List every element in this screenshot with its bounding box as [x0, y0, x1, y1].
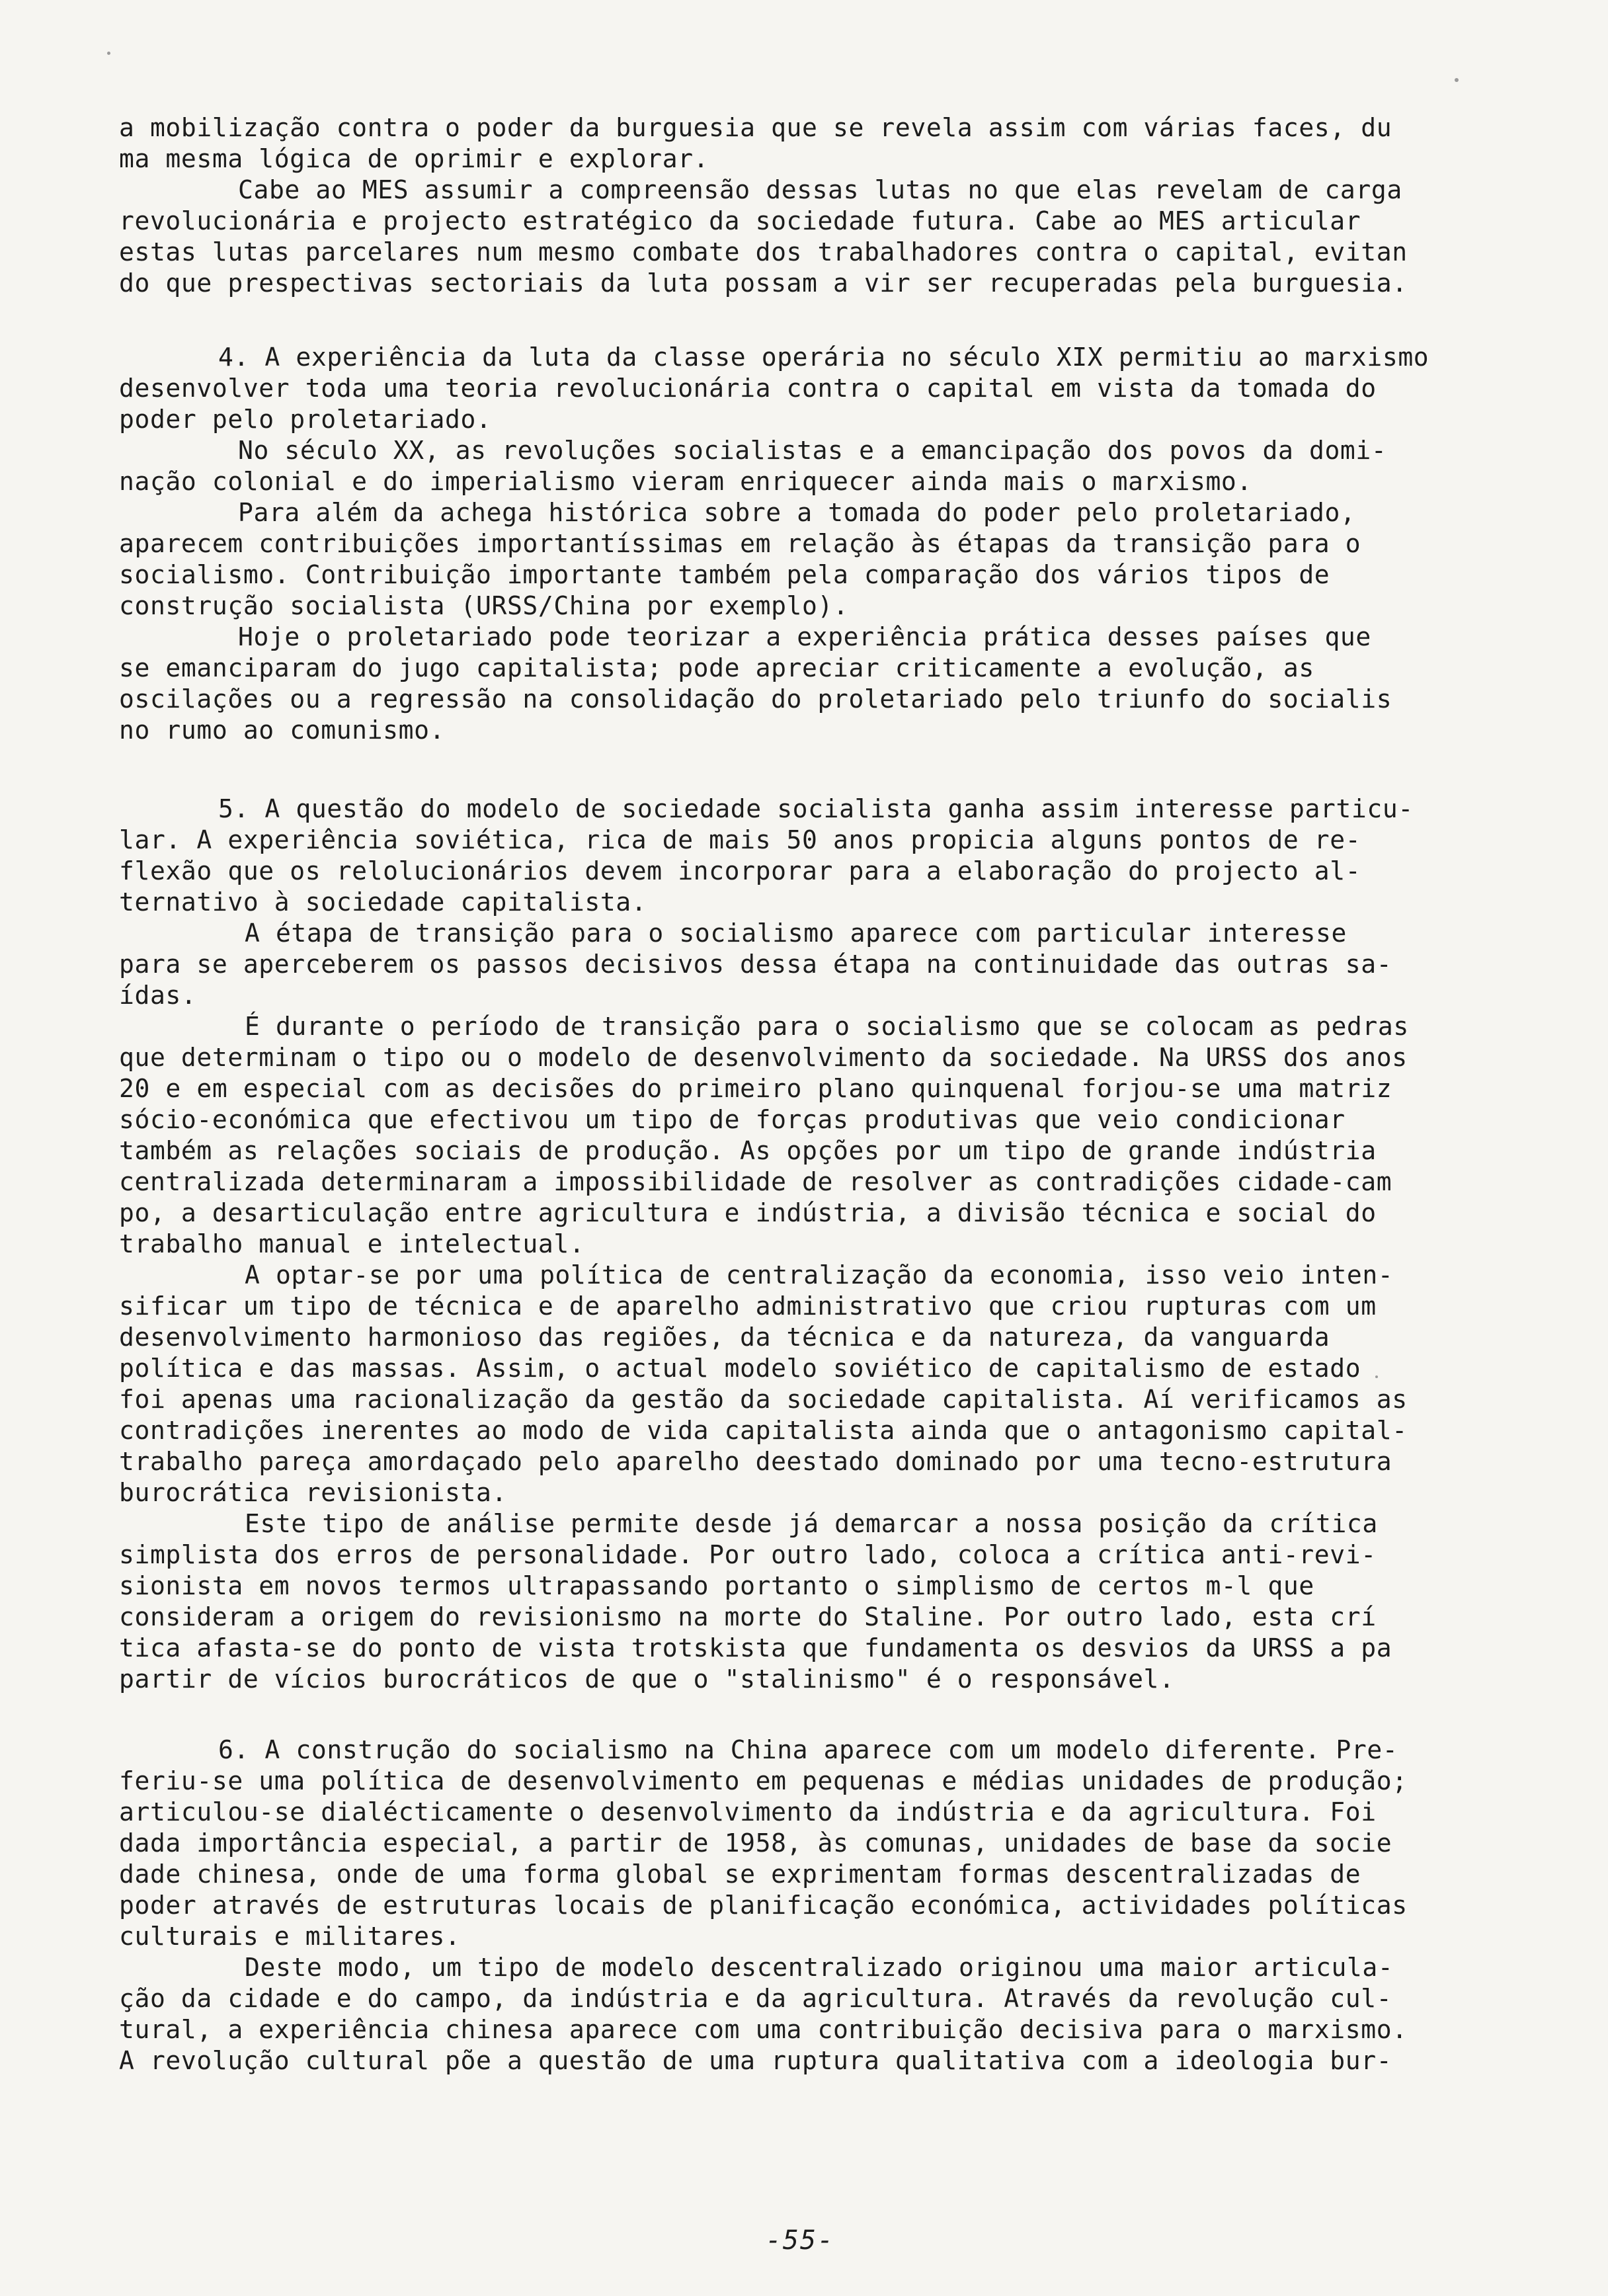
- section-heading-line: 5. A questão do modelo de sociedade socialista ganha assim interesse particu-: [218, 794, 1414, 823]
- text-line: consideram a origem do revisionismo na morte do Staline. Por outro lado, esta crí: [119, 1602, 1377, 1631]
- text-line: que determinam o tipo ou o modelo de desenvolvimento da sociedade. Na URSS dos anos: [119, 1043, 1408, 1072]
- scan-speck: [107, 52, 110, 55]
- text-line: po, a desarticulação entre agricultura e indústria, a divisão técnica e social do: [119, 1198, 1377, 1227]
- text-line: Para além da achega histórica sobre a tomada do poder pelo proletariado,: [238, 498, 1356, 527]
- page-number: -55-: [765, 2225, 835, 2256]
- text-line: contradições inerentes ao modo de vida capitalista ainda que o antagonismo capital-: [119, 1416, 1408, 1445]
- text-line: trabalho manual e intelectual.: [119, 1229, 585, 1258]
- paragraph-gap: [119, 1695, 1481, 1735]
- text-line: culturais e militares.: [119, 1922, 461, 1951]
- text-line: A étapa de transição para o socialismo aparece com particular interesse: [245, 919, 1347, 948]
- paragraph-gap: [119, 299, 1481, 342]
- text-line: para se aperceberem os passos decisivos dessa étapa na continuidade das outras sa-: [119, 950, 1392, 979]
- section-heading-line: 6. A construção do socialismo na China aparece com um modelo diferente. Pre-: [218, 1735, 1398, 1764]
- text-line: simplista dos erros de personalidade. Por outro lado, coloca a crítica anti-revi-: [119, 1540, 1377, 1569]
- section-4: [119, 342, 1481, 746]
- text-line: construção socialista (URSS/China por exemplo).: [119, 591, 849, 620]
- scan-speck: [1455, 78, 1459, 82]
- document-page: [119, 112, 1481, 2256]
- text-line: ma mesma lógica de oprimir e explorar.: [119, 144, 709, 173]
- section-heading-line: 4. A experiência da luta da classe operária no século XIX permitiu ao marxismo: [218, 343, 1429, 372]
- text-line: sionista em novos termos ultrapassando portanto o simplismo de certos m-l que: [119, 1571, 1314, 1600]
- text-line: nação colonial e do imperialismo vieram enriquecer ainda mais o marxismo.: [119, 467, 1252, 496]
- paragraph-gap: [119, 746, 1481, 794]
- text-line: centralizada determinaram a impossibilidade de resolver as contradições cidade-cam: [119, 1167, 1392, 1196]
- text-line: lar. A experiência soviética, rica de mais 50 anos propicia alguns pontos de re-: [119, 825, 1361, 854]
- text-line: aparecem contribuições importantíssimas em relação às étapas da transição para o: [119, 529, 1361, 558]
- text-line: socialismo. Contribuição importante também pela comparação dos vários tipos de: [119, 560, 1330, 589]
- text-line: desenvolvimento harmonioso das regiões, da técnica e da natureza, da vanguarda: [119, 1323, 1330, 1352]
- text-line: no rumo ao comunismo.: [119, 716, 446, 745]
- text-line: política e das massas. Assim, o actual modelo soviético de capitalismo de estado: [119, 1354, 1361, 1383]
- text-line: também as relações sociais de produção. As opções por um tipo de grande indústria: [119, 1136, 1377, 1165]
- text-line: Deste modo, um tipo de modelo descentralizado originou uma maior articula-: [245, 1953, 1394, 1982]
- text-line: ternativo à sociedade capitalista.: [119, 887, 647, 917]
- text-line: revolucionária e projecto estratégico da sociedade futura. Cabe ao MES articular: [119, 206, 1361, 235]
- text-line: No século XX, as revoluções socialistas e a emancipação dos povos da domi-: [238, 436, 1387, 465]
- text-line: tural, a experiência chinesa aparece com uma contribuição decisiva para o marxismo.: [119, 2015, 1408, 2044]
- text-line: Cabe ao MES assumir a compreensão dessas lutas no que elas revelam de carga: [238, 175, 1402, 204]
- text-line: tica afasta-se do ponto de vista trotskista que fundamenta os desvios da URSS a pa: [119, 1633, 1392, 1662]
- text-line: É durante o período de transição para o socialismo que se colocam as pedras: [245, 1012, 1409, 1041]
- text-line: estas lutas parcelares num mesmo combate dos trabalhadores contra o capital, evitan: [119, 237, 1408, 266]
- text-line: poder através de estruturas locais de planificação económica, actividades políticas: [119, 1891, 1408, 1920]
- text-line: articulou-se dialécticamente o desenvolvimento da indústria e da agricultura. Foi: [119, 1797, 1377, 1826]
- text-line: trabalho pareça amordaçado pelo aparelho deestado dominado por uma tecno-estrutura: [119, 1447, 1392, 1476]
- paragraph-intro: [119, 112, 1481, 299]
- text-line: Hoje o proletariado pode teorizar a experiência prática desses países que: [238, 622, 1371, 651]
- section-6: [119, 1735, 1481, 2076]
- text-line: feriu-se uma política de desenvolvimento em pequenas e médias unidades de produção;: [119, 1766, 1408, 1795]
- text-line: ídas.: [119, 981, 197, 1010]
- text-line: desenvolver toda uma teoria revolucionária contra o capital em vista da tomada do: [119, 374, 1377, 403]
- text-line: foi apenas uma racionalização da gestão da sociedade capitalista. Aí verificamos as: [119, 1385, 1408, 1414]
- text-line: A optar-se por uma política de centralização da economia, isso veio inten-: [245, 1260, 1394, 1290]
- text-line: se emanciparam do jugo capitalista; pode apreciar criticamente a evolução, as: [119, 653, 1314, 682]
- text-line: sócio-económica que efectivou um tipo de forças produtivas que veio condicionar: [119, 1105, 1346, 1134]
- text-line: poder pelo proletariado.: [119, 405, 492, 434]
- text-line: 20 e em especial com as decisões do primeiro plano quinquenal forjou-se uma matriz: [119, 1074, 1392, 1103]
- text-line: flexão que os relolucionários devem incorporar para a elaboração do projecto al-: [119, 856, 1361, 885]
- text-line: burocrática revisionista.: [119, 1478, 507, 1507]
- text-line: A revolução cultural põe a questão de uma ruptura qualitativa com a ideologia bur-: [119, 2046, 1392, 2075]
- text-line: partir de vícios burocráticos de que o "stalinismo" é o responsável.: [119, 1664, 1175, 1694]
- text-line: do que prespectivas sectoriais da luta possam a vir ser recuperadas pela burguesia.: [119, 268, 1408, 298]
- text-line: ção da cidade e do campo, da indústria e da agricultura. Através da revolução cul-: [119, 1984, 1392, 2013]
- text-line: sificar um tipo de técnica e de aparelho administrativo que criou rupturas com um: [119, 1292, 1377, 1321]
- text-line: oscilações ou a regressão na consolidação do proletariado pelo triunfo do socialis: [119, 684, 1392, 714]
- text-line: Este tipo de análise permite desde já demarcar a nossa posição da crítica: [245, 1509, 1378, 1538]
- text-line: dade chinesa, onde de uma forma global se exprimentam formas descentralizadas de: [119, 1860, 1361, 1889]
- text-line: a mobilização contra o poder da burguesia que se revela assim com várias faces, du: [119, 113, 1392, 142]
- section-5: [119, 794, 1481, 1695]
- text-line: dada importância especial, a partir de 1958, às comunas, unidades de base da socie: [119, 1828, 1392, 1858]
